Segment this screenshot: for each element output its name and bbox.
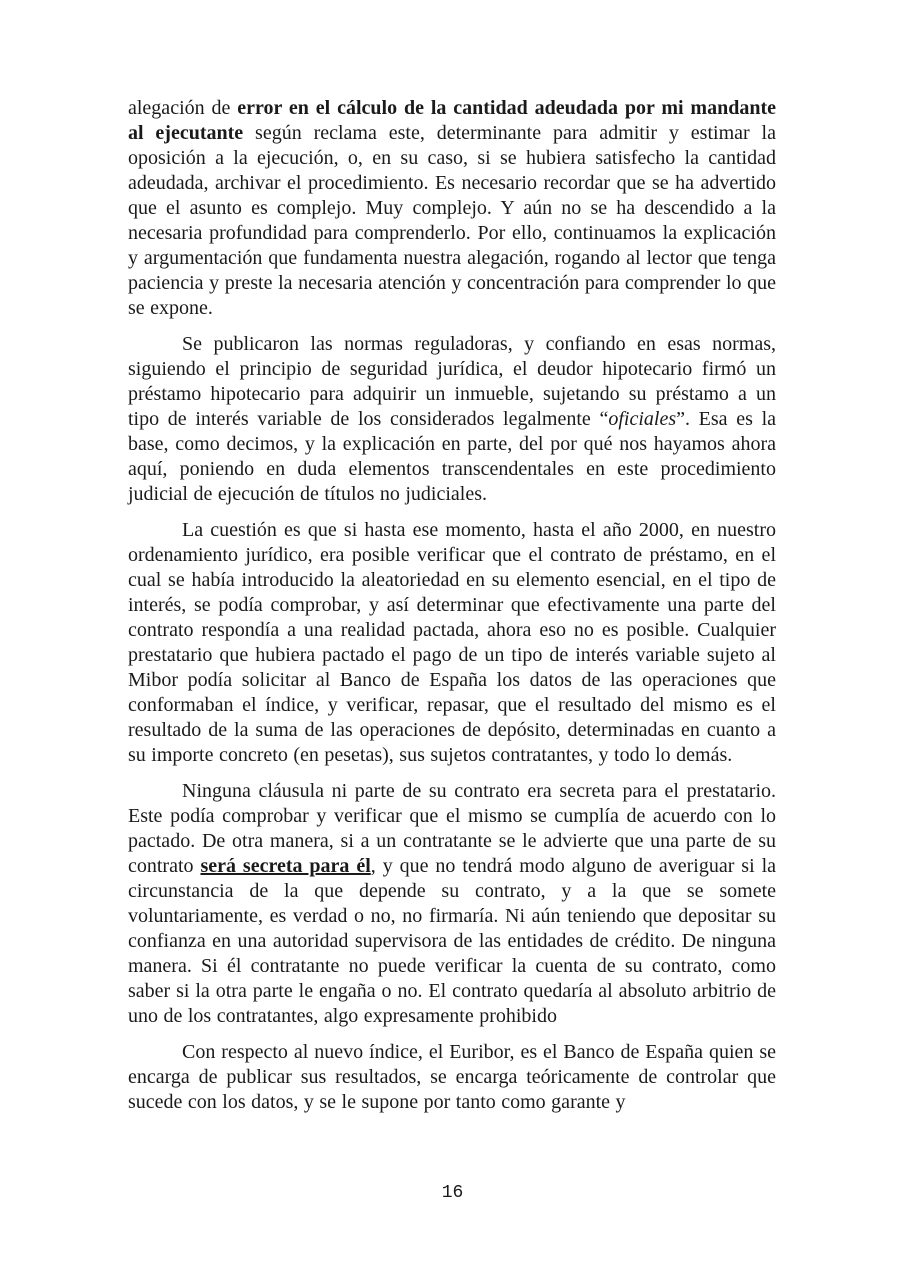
text-run: , y que no tendrá modo alguno de averiguar si la circunstancia de la que depende su contrato, y a la que se somete voluntariamente, es verdad o no, no firmaría. Ni aún teniendo que depositar su confianza en una autoridad supervisora de las entidades de crédito. De ninguna manera. Si él contratante no puede verificar la cuenta de su contrato, como saber si la otra parte le engaña o no. El contrato quedaría al absoluto arbitrio de uno de los contratantes, algo expresamente prohibido: [128, 855, 776, 1027]
emphasized-text-run: oficiales: [608, 408, 677, 430]
paragraph: [128, 1040, 776, 1115]
paragraph: [128, 96, 776, 321]
text-run: Se publicaron las normas reguladoras, y confiando en esas normas, siguiendo el principio de seguridad jurídica, el deudor hipotecario firmó un préstamo hipotecario para adquirir un inmueble, sujetando su préstamo a un tipo de interés variable de los considerados legalmente “: [128, 333, 776, 430]
paragraph: [128, 518, 776, 768]
text-run: La cuestión es que si hasta ese momento, hasta el año 2000, en nuestro ordenamiento jurídico, era posible verificar que el contrato de préstamo, en el cual se había introducido la aleatoriedad en su elemento esencial, en el tipo de interés, se podía comprobar, y así determinar que efectivamente una parte del contrato respondía a una realidad pactada, ahora eso no es posible. Cualquier prestatario que hubiera pactado el pago de un tipo de interés variable sujeto al Mibor podía solicitar al Banco de España los datos de las operaciones que conformaban el índice, y verificar, repasar, que el resultado del mismo es el resultado de la suma de las operaciones de depósito, determinadas en cuanto a su importe concreto (en pesetas), sus sujetos contratantes, y todo lo demás.: [128, 519, 776, 766]
document-body: [128, 96, 776, 1126]
text-run: Con respecto al nuevo índice, el Euribor, es el Banco de España quien se encarga de publicar sus resultados, se encarga teóricamente de controlar que sucede con los datos, y se le supone por tanto como garante y: [128, 1041, 776, 1113]
text-run: Ninguna cláusula ni parte de su contrato era secreta para el prestatario. Este podía comprobar y verificar que el mismo se cumplía de acuerdo con lo pactado. De otra manera, si a un contratante se le advierte que una parte de su contrato: [128, 780, 776, 877]
paragraph: [128, 332, 776, 507]
page-number: 16: [441, 1183, 464, 1203]
text-run: alegación de: [128, 97, 238, 119]
text-run: ”. Esa es la base, como decimos, y la explicación en parte, del por qué nos hayamos ahora aquí, poniendo en duda elementos transcendentales en este procedimiento judicial de ejecución de títulos no judiciales.: [128, 408, 776, 505]
paragraph: [128, 779, 776, 1029]
emphasized-text-run: será secreta para él: [200, 855, 371, 877]
emphasized-text-run: error en el cálculo de la cantidad adeudada por mi mandante al ejecutante: [128, 97, 776, 144]
text-run: según reclama este, determinante para admitir y estimar la oposición a la ejecución, o, en su caso, si se hubiera satisfecho la cantidad adeudada, archivar el procedimiento. Es necesario recordar que se ha advertido que el asunto es complejo. Muy complejo. Y aún no se ha descendido a la necesaria profundidad para comprenderlo. Por ello, continuamos la explicación y argumentación que fundamenta nuestra alegación, rogando al lector que tenga paciencia y preste la necesaria atención y concentración para comprender lo que se expone.: [128, 122, 776, 319]
